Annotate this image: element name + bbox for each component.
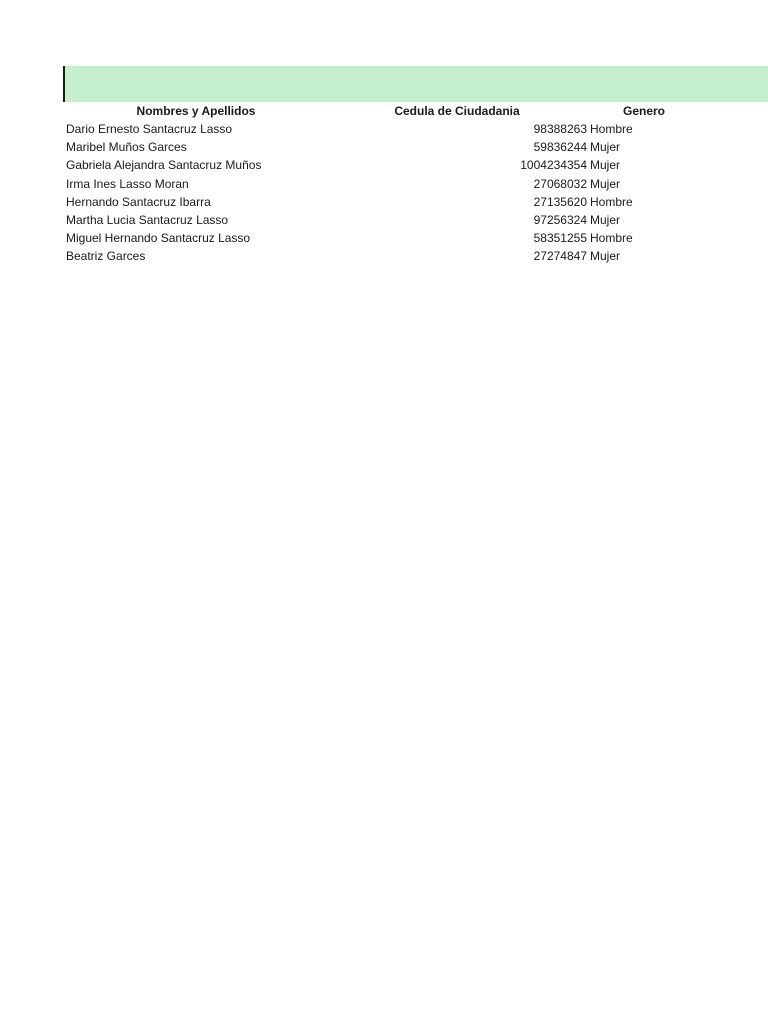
header-name: Nombres y Apellidos [136, 104, 256, 118]
cell-id: 98388263 [533, 122, 587, 136]
cell-name: Maribel Muños Garces [66, 140, 187, 155]
table-row [64, 193, 768, 211]
cell-id: 59836244 [533, 140, 587, 155]
table-row [64, 156, 768, 174]
cell-name: Miguel Hernando Santacruz Lasso [66, 231, 251, 246]
cell-name: Dario Ernesto Santacruz Lasso [66, 122, 233, 136]
cell-id: 58351255 [533, 231, 587, 246]
cell-gender: Mujer [590, 176, 621, 191]
cell-gender: Mujer [590, 249, 621, 264]
cell-id: 1004234354 [520, 158, 587, 173]
cell-gender: Hombre [590, 231, 633, 246]
cell-name: Gabriela Alejandra Santacruz Muños [66, 158, 262, 173]
table-row [64, 120, 768, 138]
cell-name: Hernando Santacruz Ibarra [66, 194, 211, 209]
table-row [64, 211, 768, 229]
title-banner [63, 66, 768, 102]
cell-name: Beatriz Garces [66, 249, 146, 264]
cell-name: Martha Lucia Santacruz Lasso [66, 212, 229, 227]
cell-id: 27274847 [533, 249, 587, 264]
cell-gender: Hombre [590, 122, 633, 136]
table-row [64, 175, 768, 193]
table-row [64, 138, 768, 156]
cell-gender: Mujer [590, 158, 621, 173]
table-header-row [64, 102, 768, 120]
cell-name: Irma Ines Lasso Moran [66, 176, 189, 191]
header-id: Cedula de Ciudadania [394, 104, 520, 118]
people-table [64, 102, 768, 266]
table-row [64, 229, 768, 247]
table-row [64, 247, 768, 265]
cell-gender: Mujer [590, 212, 621, 227]
cell-id: 27135620 [533, 194, 587, 209]
cell-gender: Mujer [590, 140, 621, 155]
header-gender: Genero [622, 104, 665, 118]
cell-gender: Hombre [590, 194, 633, 209]
cell-id: 97256324 [533, 212, 587, 227]
cell-id: 27068032 [533, 176, 587, 191]
